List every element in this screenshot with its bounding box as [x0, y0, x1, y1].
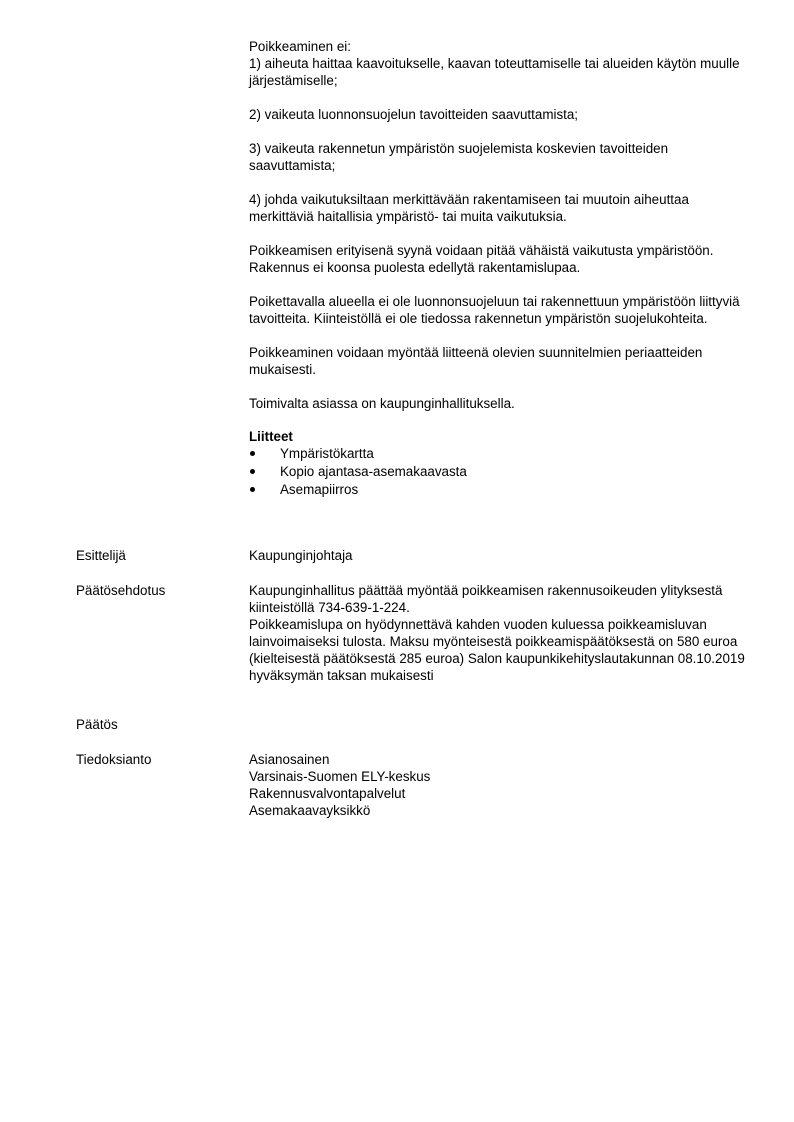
attachment-item	[249, 445, 749, 463]
attachment-item	[249, 481, 749, 499]
attachments-heading: Liitteet	[249, 429, 293, 444]
paragraph-plans: Poikkeaminen voidaan myöntää liitteenä olevien suunnitelmien periaatteiden mukaisesti.	[249, 345, 703, 377]
field-value-tiedoksianto: Asianosainen Varsinais-Suomen ELY-keskus Rakennusvalvontapalvelut Asemakaavayksikkö	[249, 752, 431, 818]
paragraph-authority: Toimivalta asiassa on kaupunginhallituksella.	[249, 396, 515, 411]
attachments-list	[249, 445, 749, 499]
attachment-label: Kopio ajantasa-asemakaavasta	[280, 464, 467, 479]
attachment-label: Ympäristökartta	[280, 446, 374, 461]
bullet-icon	[250, 487, 255, 492]
paragraph-criteria-2: 2) vaikeuta luonnonsuojelun tavoitteiden saavuttamista;	[249, 107, 579, 122]
bullet-icon	[250, 469, 255, 474]
attachment-label: Asemapiirros	[280, 482, 359, 497]
field-label-tiedoksianto: Tiedoksianto	[76, 752, 152, 767]
paragraph-area-goals: Poikettavalla alueella ei ole luonnonsuojeluun tai rakennettuun ympäristöön liittyviä tavoitteita. Kiinteistöllä ei ole tiedossa rakennetun ympäristön suojelukohteita.	[249, 294, 740, 326]
field-label-esittelija: Esittelijä	[76, 548, 126, 563]
field-value-paatosehdotus: Kaupunginhallitus päättää myöntää poikkeamisen rakennusoikeuden ylityksestä kiinteistöllä 734-639-1-224. Poikkeamislupa on hyödynnettävä kahden vuoden kuluessa poikkeamisluvan lainvoimaiseksi tulosta. Maksu myönteisestä poikkeamispäätöksestä on 580 euroa (kielteisestä päätöksestä 285 euroa) Salon kaupunkikehityslautakunnan 08.10.2019 hyväksymän taksan mukaisesti	[249, 583, 745, 683]
field-label-paatos: Päätös	[76, 717, 118, 732]
paragraph-criteria-1: Poikkeaminen ei: 1) aiheuta haittaa kaavoitukselle, kaavan toteuttamiselle tai alueiden käytön muulle järjestämiselle;	[249, 39, 740, 88]
paragraph-criteria-4: 4) johda vaikutuksiltaan merkittävään rakentamiseen tai muutoin aiheuttaa merkittäviä haitallisia ympäristö- tai muita vaikutuksia.	[249, 192, 689, 224]
field-value-esittelija: Kaupunginjohtaja	[249, 548, 353, 563]
bullet-icon	[250, 451, 255, 456]
main-text-column	[249, 38, 749, 499]
field-label-paatosehdotus: Päätösehdotus	[76, 583, 166, 598]
paragraph-criteria-3: 3) vaikeuta rakennetun ympäristön suojelemista koskevien tavoitteiden saavuttamista;	[249, 141, 669, 173]
paragraph-special-reason: Poikkeamisen erityisenä syynä voidaan pitää vähäistä vaikutusta ympäristöön. Rakennus ei koonsa puolesta edellytä rakentamislupaa.	[249, 243, 714, 275]
attachment-item	[249, 463, 749, 481]
